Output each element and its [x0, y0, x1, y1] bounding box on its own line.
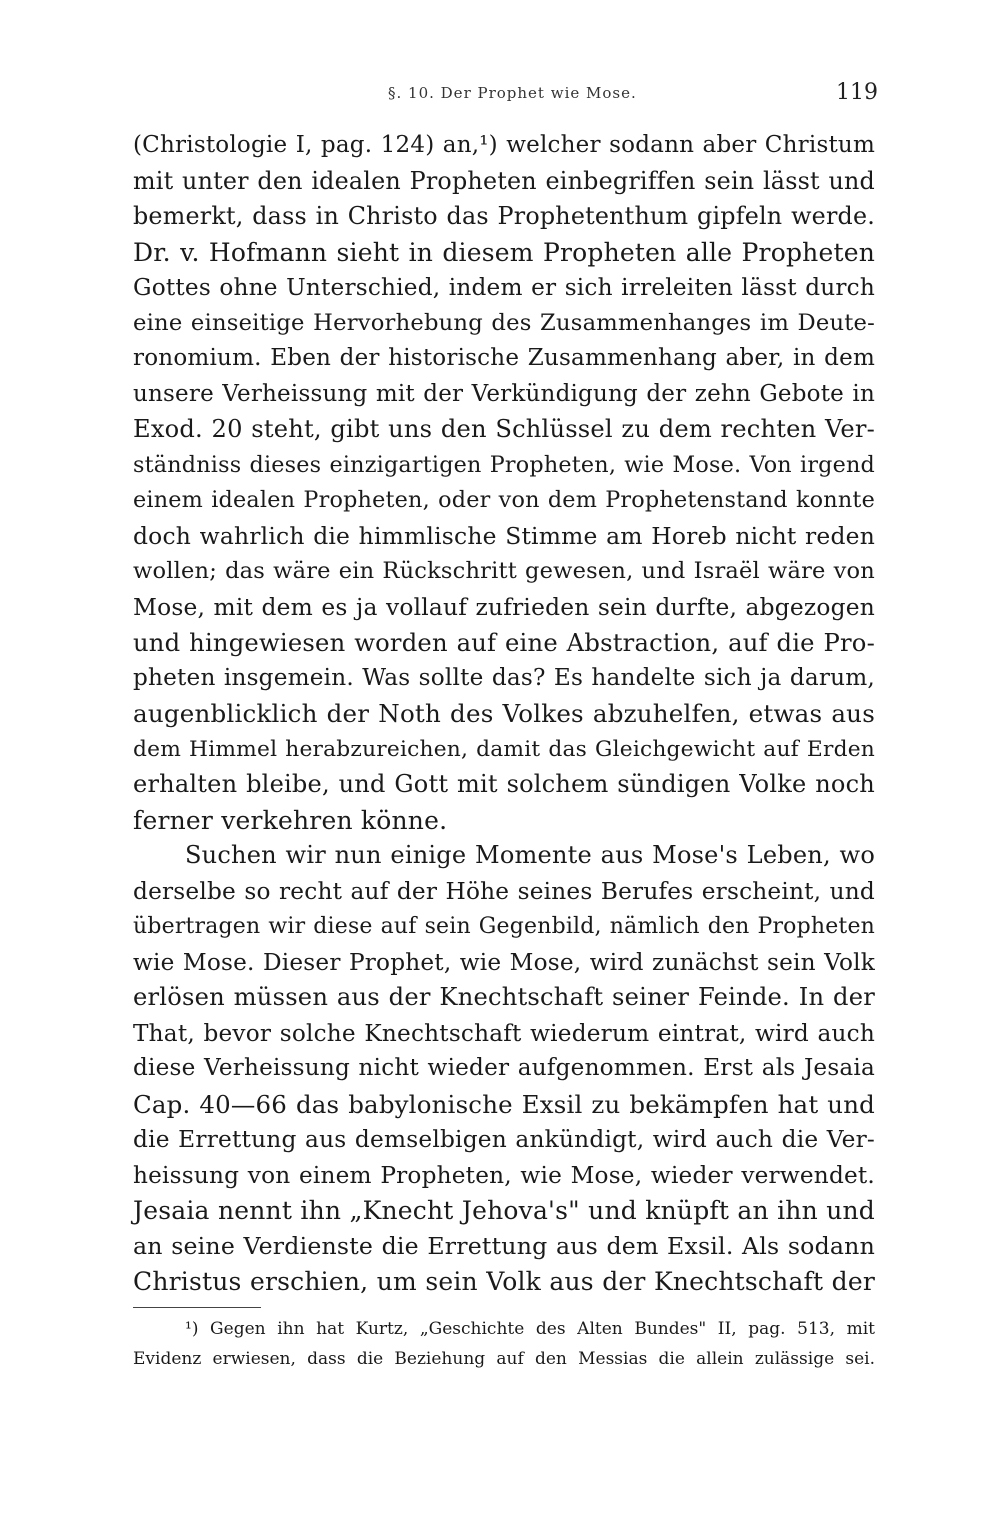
text-line: ronomium. Eben der historische Zusammenhang aber, in dem — [133, 345, 875, 371]
text-line: wie Mose. Dieser Prophet, wie Mose, wird zunächst sein Volk — [133, 948, 875, 976]
text-line: Cap. 40—66 das babylonische Exsil zu bekämpfen hat und — [133, 1089, 875, 1119]
text-line: Suchen wir nun einige Momente aus Mose's Leben, wo — [185, 841, 875, 869]
text-line: eine einseitige Hervorhebung des Zusammenhanges im Deute- — [133, 309, 875, 336]
footnote-divider — [133, 1307, 261, 1308]
running-title: §. 10. Der Prophet wie Mose. — [388, 84, 637, 102]
text-line: ständniss dieses einzigartigen Propheten, wie Mose. Von irgend — [133, 451, 875, 478]
text-line: diese Verheissung nicht wieder aufgenommen. Erst als Jesaia — [133, 1055, 875, 1081]
text-line: die Errettung aus demselbigen ankündigt, wird auch die Ver- — [133, 1126, 875, 1153]
footnote-line: ¹) Gegen ihn hat Kurtz, „Geschichte des Alten Bundes" II, pag. 513, mit — [185, 1319, 875, 1339]
text-line: Exod. 20 steht, gibt uns den Schlüssel zu dem rechten Ver- — [133, 415, 875, 443]
text-line: ferner verkehren könne. — [133, 805, 448, 835]
text-line: Gottes ohne Unterschied, indem er sich irreleiten lässt durch — [133, 274, 875, 301]
text-line: dem Himmel herabzureichen, damit das Gleichgewicht auf Erden — [133, 736, 875, 762]
text-line: mit unter den idealen Propheten einbegriffen sein lässt und — [133, 166, 875, 195]
text-line: an seine Verdienste die Errettung aus dem Exsil. Als sodann — [133, 1231, 875, 1260]
text-line: bemerkt, dass in Christo das Prophetenthum gipfeln werde. — [133, 202, 875, 230]
text-line: augenblicklich der Noth des Volkes abzuhelfen, etwas aus — [133, 699, 875, 728]
text-line: heissung von einem Propheten, wie Mose, wieder verwendet. — [133, 1161, 875, 1189]
text-line: doch wahrlich die himmlische Stimme am Horeb nicht reden — [133, 521, 875, 550]
text-line: Christus erschien, um sein Volk aus der Knechtschaft der — [133, 1267, 875, 1296]
text-line: wollen; das wäre ein Rückschritt gewesen, und Israël wäre von — [133, 558, 875, 584]
text-line: derselbe so recht auf der Höhe seines Berufes erscheint, und — [133, 877, 875, 905]
text-line: einem idealen Propheten, oder von dem Prophetenstand konnte — [133, 487, 875, 513]
text-line: erlösen müssen aus der Knechtschaft seiner Feinde. In der — [133, 983, 875, 1011]
text-line: und hingewiesen worden auf eine Abstraction, auf die Pro- — [133, 628, 875, 657]
body-text — [133, 128, 875, 1300]
text-line: (Christologie I, pag. 124) an,¹) welcher sodann aber Christum — [133, 132, 875, 158]
running-head — [0, 80, 1000, 108]
page-number: 119 — [836, 80, 878, 105]
footnotes — [133, 1314, 875, 1374]
text-line: Jesaia nennt ihn „Knecht Jehova's" und knüpft an ihn und — [133, 1196, 875, 1225]
text-line: Dr. v. Hofmann sieht in diesem Propheten alle Propheten — [133, 237, 875, 267]
text-line: That, bevor solche Knechtschaft wiederum eintrat, wird auch — [133, 1019, 875, 1047]
text-line: pheten insgemein. Was sollte das? Es handelte sich ja darum, — [133, 664, 875, 691]
text-line: übertragen wir diese auf sein Gegenbild, nämlich den Propheten — [133, 914, 875, 939]
text-line: unsere Verheissung mit der Verkündigung der zehn Gebote in — [133, 380, 875, 407]
text-line: Mose, mit dem es ja vollauf zufrieden sein durfte, abgezogen — [133, 592, 875, 621]
footnote-line: Evidenz erwiesen, dass die Beziehung auf den Messias die allein zulässige sei. — [133, 1349, 875, 1369]
text-line: erhalten bleibe, und Gott mit solchem sündigen Volke noch — [133, 770, 875, 798]
